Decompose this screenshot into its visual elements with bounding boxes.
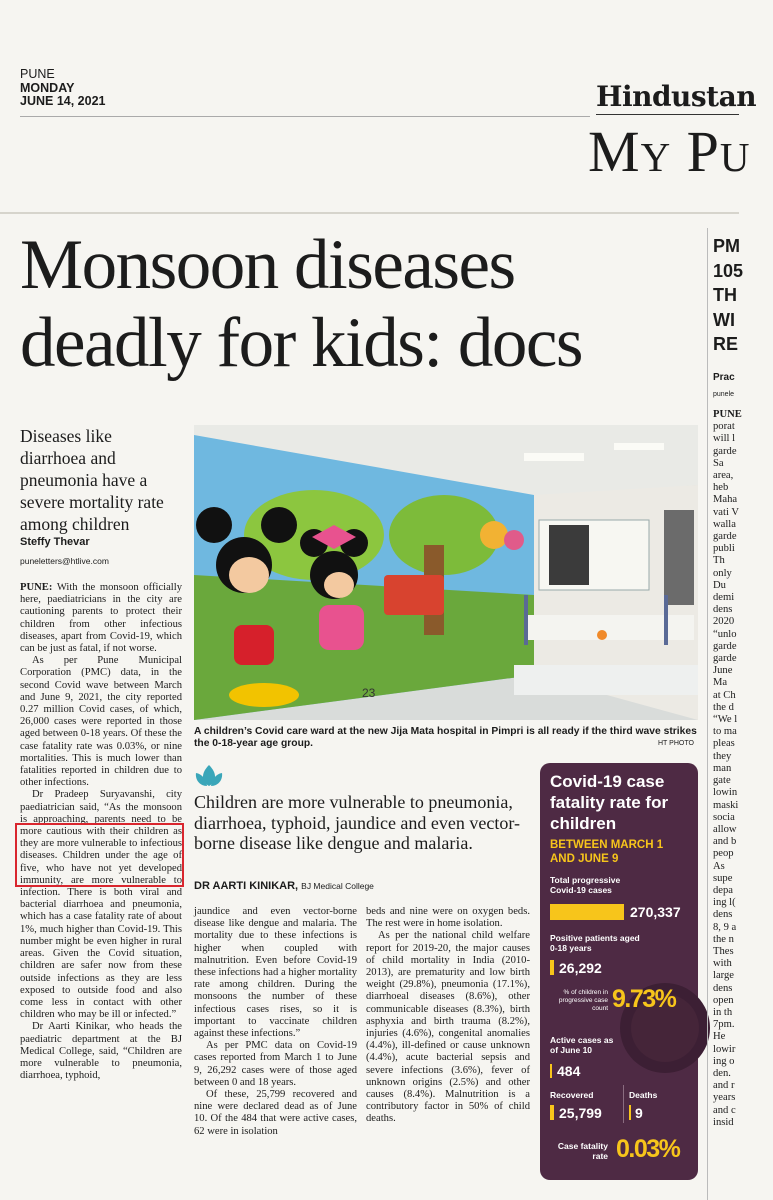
side-story-line: to ma xyxy=(713,726,737,738)
column-rule xyxy=(707,228,708,1200)
side-story-line: lowin xyxy=(713,787,738,799)
newspaper-name-rule xyxy=(596,114,739,115)
side-story-line: lowir xyxy=(713,1043,736,1055)
leaf-icon xyxy=(194,762,224,788)
infographic-title: Covid-19 case fatality rate for children xyxy=(550,772,669,833)
side-story-line: 7pm. xyxy=(713,1019,735,1031)
side-story-line: pleas xyxy=(713,738,735,750)
side-story-line: socia xyxy=(713,811,735,823)
active-value: 484 xyxy=(557,1063,581,1079)
cfr-label: Case fatality rate xyxy=(557,1141,608,1161)
side-story-line: large xyxy=(713,970,734,982)
pullquote: Children are more vulnerable to pneumonia, diarrhoea, typhoid, jaundice and even vector-borne disease like dengue and malaria. xyxy=(194,792,521,853)
paragraph: Of these, 25,799 recovered and nine were declared dead as of June 10. Of the 484 that were active cases, 62 were in isolation xyxy=(194,1089,357,1137)
article-column-2 xyxy=(194,906,357,1138)
stat-divider xyxy=(623,1085,624,1123)
side-story-email: punele xyxy=(713,391,735,398)
masthead-rule xyxy=(20,116,590,117)
side-story-line: years xyxy=(713,1092,736,1104)
side-story-line: As xyxy=(713,860,725,872)
side-story-byline: Prac xyxy=(713,372,735,383)
deaths-label: Deaths xyxy=(629,1090,658,1100)
positive-bar xyxy=(550,960,554,975)
paragraph: PUNE: With the monsoon officially here, paediatricians in the city are cautioning parents to protect their children from other infectious diseases, apart from Covid-19, which can be just as fatal, if not worse. xyxy=(20,582,182,655)
paragraph: beds and nine were on oxygen beds. The rest were in home isolation. xyxy=(366,906,530,930)
side-story-line: garde xyxy=(713,653,737,665)
deaths-bar xyxy=(629,1105,631,1120)
side-story-line: Sa xyxy=(713,457,724,469)
photo-caption: A children’s Covid care ward at the new Jija Mata hospital in Pimpri is all ready if the third wave strikes the 0-18-year age group. xyxy=(194,726,697,749)
recovered-value: 25,799 xyxy=(559,1105,602,1121)
recovered-label: Recovered xyxy=(550,1090,594,1100)
side-story-line: dens xyxy=(713,909,733,921)
dateline-lead: PUNE: xyxy=(20,582,53,593)
positive-value: 26,292 xyxy=(559,960,602,976)
headline-line-1: Monsoon diseases xyxy=(20,226,515,304)
dateline-city: PUNE xyxy=(20,67,55,81)
side-story-line: Maha xyxy=(713,494,738,506)
masthead-divider xyxy=(0,212,739,214)
side-story-line: area, xyxy=(713,470,734,482)
side-story-line: dens xyxy=(713,982,733,994)
newspaper-name: Hindustan xyxy=(596,80,757,113)
positive-label: Positive patients aged 0-18 years xyxy=(550,933,640,953)
side-story-line: at Ch xyxy=(713,689,736,701)
side-story-line: man xyxy=(713,762,732,774)
paragraph: jaundice and even vector-borne disease like dengue and malaria. The mortality due to these infections is higher when coupled with malnutrition. Even before Covid-19 these infections had a higher mortality rate among children. During the monsoons the number of these infectious cases rises, so it is important to vaccinate children against these infections.” xyxy=(194,906,357,1040)
total-cases-label: Total progressive Covid-19 cases xyxy=(550,875,621,895)
byline-name: Steffy Thevar xyxy=(20,536,90,548)
total-cases-value: 270,337 xyxy=(630,904,681,920)
pullquote-attribution: DR AARTI KINIKAR, BJ Medical College xyxy=(194,880,374,892)
ward-illustration xyxy=(194,425,698,720)
percent-value: 9.73% xyxy=(612,985,676,1013)
dateline-date: JUNE 14, 2021 xyxy=(20,94,106,108)
side-story-line: ing l( xyxy=(713,897,736,909)
side-story-line: insid xyxy=(713,1116,734,1128)
side-story-line: den. xyxy=(713,1067,731,1079)
active-bar xyxy=(550,1064,552,1078)
photo-credit: HT PHOTO xyxy=(658,740,694,747)
side-story-line: garde xyxy=(713,445,737,457)
deaths-value: 9 xyxy=(635,1105,643,1121)
side-story-line: Du xyxy=(713,579,726,591)
paragraph: As per PMC data on Covid-19 cases reported from March 1 to June 9, 26,292 cases were of those aged between 0 and 18 years. xyxy=(194,1040,357,1088)
covid-infographic xyxy=(540,763,698,1180)
active-label: Active cases as of June 10 xyxy=(550,1035,614,1055)
side-story-line: in th xyxy=(713,1006,733,1018)
side-story-line: Ma xyxy=(713,677,728,689)
side-story-line: garde xyxy=(713,640,737,652)
total-cases-bar xyxy=(550,904,624,920)
dateline xyxy=(20,68,105,109)
ward-photo xyxy=(194,425,698,720)
cfr-value: 0.03% xyxy=(616,1135,680,1163)
paragraph: Dr Pradeep Suryavanshi, city paediatrician said, “As the monsoon is approaching, parents need to be more cautious with their children as they are more vulnerable to infectious diseases. Children under the age of five, who have not yet developed immunity, are more vulnerable to infection. There is both viral and bacterial diarrhoea and pneumonia, which has a case fatality rate of about 1%, much higher than Covid-19. This number might be even higher in rural areas. Given the Covid situation, children are safer now from these outside infections as they are less exposed to outside food and also come less in contact with other children who may be ill or infected.” xyxy=(20,789,182,1021)
side-story-line: heb xyxy=(713,482,729,494)
side-story-line: Th xyxy=(713,555,725,567)
side-story-line: only xyxy=(713,567,732,579)
byline-email: puneletters@htlive.com xyxy=(20,556,109,566)
side-story-line: depa xyxy=(713,884,733,896)
infographic-period: BETWEEN MARCH 1 AND JUNE 9 xyxy=(550,839,664,865)
side-story-line: maski xyxy=(713,799,739,811)
article-column-3 xyxy=(366,906,530,1126)
side-story-line: PUNE xyxy=(713,409,742,420)
side-story-line: walla xyxy=(713,518,736,530)
side-story-line: demi xyxy=(713,592,735,604)
side-story-line: porat xyxy=(713,421,735,433)
side-story-line: June xyxy=(713,665,733,677)
side-story-line: dens xyxy=(713,604,733,616)
side-story-line: 2020 xyxy=(713,616,735,628)
side-story-line: and c xyxy=(713,1104,736,1116)
side-story-line: “unlo xyxy=(713,628,737,640)
side-story-line: Thes xyxy=(713,945,734,957)
side-story-line: vati V xyxy=(713,506,739,518)
side-story-line: peop xyxy=(713,848,734,860)
side-story-body xyxy=(713,409,773,1129)
paragraph: As per Pune Municipal Corporation (PMC) data, in the second Covid wave between March and June 9, 2021, the city reported 0.27 million Covid cases, of which, 26,000 cases were reported in those aged between 0-18 years. Of these the case fatality rate was 0.03%, or nine mortalities. This is much lower than fatalities reported in children due to other infections. xyxy=(20,655,182,789)
side-story-line: 8, 9 a xyxy=(713,921,737,933)
standfirst: Diseases like diarrhoea and pneumonia have a severe mortality rate among children xyxy=(20,426,164,534)
side-story-line: and b xyxy=(713,836,737,848)
side-story-line: supe xyxy=(713,872,733,884)
headline xyxy=(20,226,700,382)
side-story-line: open xyxy=(713,994,734,1006)
recovered-bar xyxy=(550,1105,554,1120)
side-story-headline: PM 105 TH WI RE xyxy=(713,236,744,354)
side-story-line: “We l xyxy=(713,714,738,726)
percent-label: % of children in progressive case count xyxy=(558,989,608,1012)
side-story-line: gate xyxy=(713,775,731,787)
side-story-line: the d xyxy=(713,701,734,713)
side-story-line: the n xyxy=(713,933,734,945)
side-story-line: and r xyxy=(713,1080,735,1092)
side-story-line: they xyxy=(713,750,732,762)
side-story-line: ing o xyxy=(713,1055,735,1067)
side-story-line: with xyxy=(713,958,732,970)
wall-number: 23 xyxy=(362,686,376,700)
section-title: My Pu xyxy=(588,119,751,184)
headline-line-2: deadly for kids: docs xyxy=(20,304,583,382)
side-story-line: garde xyxy=(713,531,737,543)
side-story-line: He xyxy=(713,1031,726,1043)
paragraph: Dr Aarti Kinikar, who heads the paediatric department at the BJ Medical College, said, “Children are more vulnerable to pneumonia, diarrhoea, typhoid, xyxy=(20,1021,182,1082)
paragraph: As per the national child welfare report for 2019-20, the major causes of child mortality in India (2010-2013), are prematurity and low birth weight (29.8%), pneumonia (17.1%), diarrhoeal diseases (8.6%), other communicable diseases (8.3%), birth asphyxia and birth trauma (8.2%), injuries (4.6%), congenital anomalies (4.4%), ill-defined or cause unknown (4.4%), acute bacterial sepsis and severe infections (3.6%), fever of unknown origins (2.5%) and other causes (8.4%). Malnutrition is a contributory factor in 50% of child deaths. xyxy=(366,930,530,1125)
side-story-line: allow xyxy=(713,823,737,835)
side-story-line: will l xyxy=(713,433,736,445)
side-story-line: publi xyxy=(713,543,735,555)
highlight-box xyxy=(15,823,184,887)
dateline-day: MONDAY xyxy=(20,80,75,95)
